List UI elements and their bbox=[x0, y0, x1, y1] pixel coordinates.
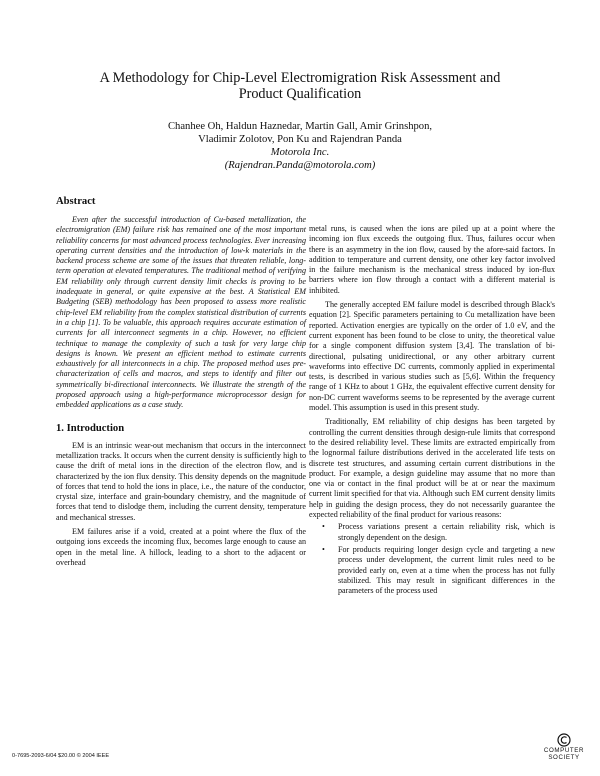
authors-line-1: Chanhee Oh, Haldun Haznedar, Martin Gall, Amir Grinshpon, bbox=[167, 121, 433, 132]
body-paragraph-1: metal runs, is caused when the ions are piled up at a point where the incoming ion flux exceeds the outgoing flux. Thus, failures occur when there is an asymmetry in the ion flow, caused by the afore-said factors. In addition to temperature and current density, one other key factor involved in the failure mechanism is the mechanical stress induced by ion-flux barriers where ion flow through a contact with a different material is inhibited. bbox=[309, 224, 555, 295]
bullet-icon: • bbox=[322, 544, 325, 554]
authors-line-2: Vladimir Zolotov, Pon Ku and Rajendran Panda bbox=[198, 134, 402, 145]
author-block bbox=[100, 120, 500, 172]
body-paragraph-2: The generally accepted EM failure model is described through Black's equation [2]. Specific parameters pertaining to Cu metallization have been reported. Activation energies are typically on the order of 1.0 eV, and the current exponent has been found to be close to unity, the theoretical value for a single component diffusion system [3,4]. The translation of bi-directional, pulsating unidirectional, or any other arbitrary current waveforms into effective DC currents, commonly applied in experimental tests, is described in various studies such as [5,6]. Within the frequency range of 1 KHz to about 1 GHz, the equivalent effective current density for non-DC current waveforms seems to be represented by the average current model. This assumption is used in this present study. bbox=[309, 300, 555, 413]
intro-paragraph-1: EM is an intrinsic wear-out mechanism that occurs in the interconnect metallization tracks. It occurs when the current density is sufficiently high to cause the drift of metal ions in the direction of the electron flow, and is characterized by the ion flux density. This density depends on the magnitude of forces that tend to hold the ions in place, i.e., the nature of the conductor, crystal size, interface and grain-boundary chemistry, and the magnitude of forces that tend to dislodge them, including the current density, temperature and mechanical stresses. bbox=[56, 440, 306, 522]
right-column bbox=[309, 224, 555, 598]
paper-title bbox=[60, 70, 540, 102]
title-line-2: Product Qualification bbox=[238, 86, 362, 102]
reasons-list bbox=[309, 522, 555, 596]
title-line-1: A Methodology for Chip-Level Electromigration Risk Assessment and bbox=[99, 70, 501, 86]
logo-line-2: SOCIETY bbox=[548, 754, 580, 761]
computer-society-emblem-icon bbox=[557, 733, 571, 747]
body-paragraph-3: Traditionally, EM reliability of chip designs has been targeted by controlling the current densities through design-rule limits that correspond to the desired reliability level. These limits are extracted empirically from the lognormal failure distributions derived in the accelerated life tests on discrete test structures, and assuming certain current distributions in the product. For example, a design guideline may assume that no more than one via or contact in the final product will be at or near the maximum current limit specified for that via. Although such EM current density limits help in guiding the design process, they do not necessarily guarantee the expected reliability of the final product for various reasons: bbox=[309, 417, 555, 520]
copyright-footer: 0-7695-2093-6/04 $20.00 © 2004 IEEE bbox=[12, 753, 110, 759]
contact-email: (Rajendran.Panda@motorola.com) bbox=[224, 160, 376, 171]
bullet-icon: • bbox=[322, 522, 325, 532]
list-item bbox=[309, 522, 555, 543]
computer-society-logo bbox=[541, 733, 587, 769]
bullet-text-2: For products requiring longer design cycle and targeting a new process under development, the current limit rules need to be provided early on, even at a time when the process has not fully stabilized. This may result in significant differences in the parameters of the process used bbox=[338, 544, 555, 596]
logo-line-1: COMPUTER bbox=[543, 747, 585, 754]
introduction-heading: 1. Introduction bbox=[56, 422, 125, 434]
affiliation: Motorola Inc. bbox=[270, 147, 330, 158]
list-item bbox=[309, 545, 555, 596]
intro-paragraph-2: EM failures arise if a void, created at a point where the flux of the outgoing ions exceeds the incoming flux, becomes large enough to cause an open in the metal line. A hillock, leading to a short to the adjacent or overhead bbox=[56, 527, 306, 567]
abstract-heading: Abstract bbox=[56, 196, 96, 207]
abstract-text: Even after the successful introduction of Cu-based metallization, the electromigration (EM) failure risk has remained one of the most important reliability concerns for most advanced process technologies. Ever increasing operating current densities and the introduction of low-k materials in the backend process scheme are some of the issues that threaten reliable, long-term operation at elevated temperatures. The traditional method of verifying EM reliability only through current density limit checks is proving to be inadequate in general, or quite expensive at the best. A Statistical EM Budgeting (SEB) methodology has been proposed to assess more realistic chip-level EM reliability from the complex statistical distribution of currents in a chip [1]. To be valuable, this approach requires accurate estimation of currents for all interconnect segments in a chip. However, no efficient technique to manage the complexity of such a task for very large chip designs is known. We present an efficient method to estimate currents exhaustively for all interconnects in a chip. The proposed method uses pre-characterization of cells and macros, and steps to identify and filter out symmetrically bi-directional interconnects. We illustrate the strength of the proposed approach using a high-performance microprocessor design for embedded applications as a case study. bbox=[56, 215, 306, 410]
bullet-text-1: Process variations present a certain reliability risk, which is strongly dependent on the design. bbox=[338, 522, 555, 542]
left-column bbox=[56, 196, 306, 568]
